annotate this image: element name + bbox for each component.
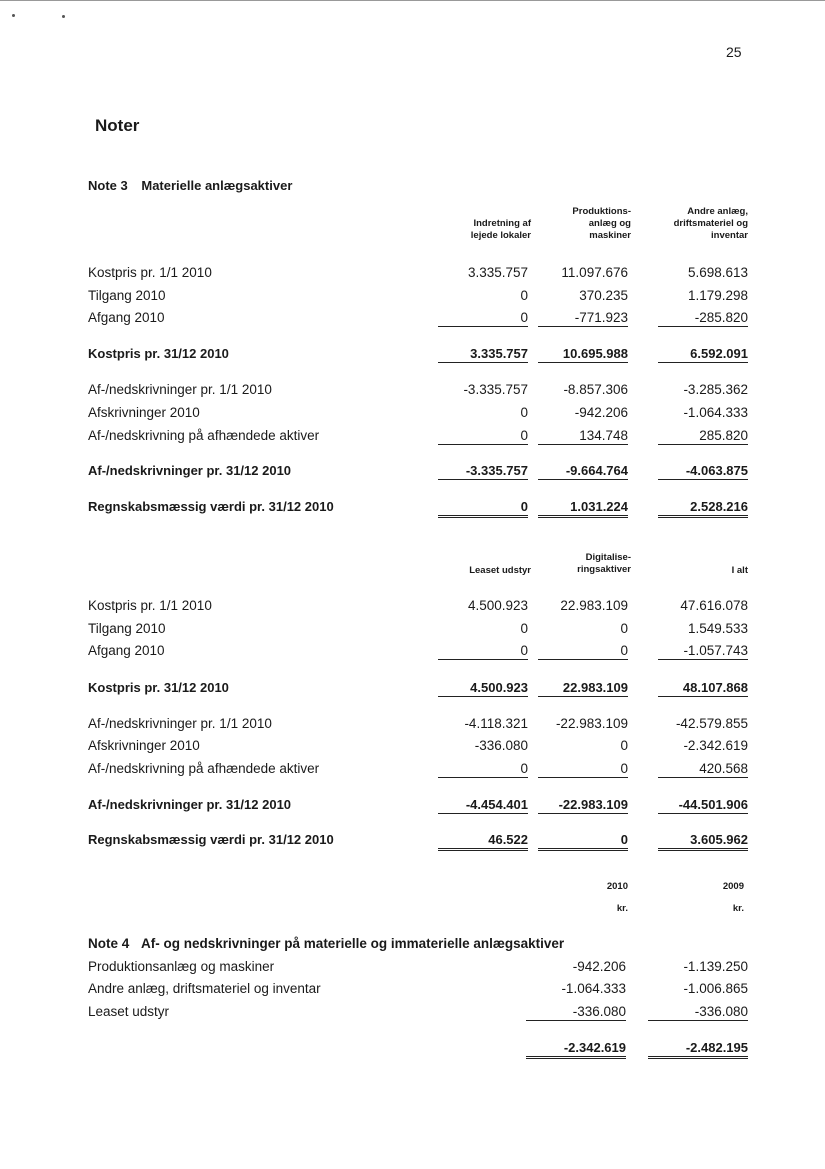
- table-cell: 1.549.533: [687, 621, 748, 636]
- note3-heading: [88, 178, 292, 193]
- table-cell: 3.605.962: [658, 832, 748, 851]
- table-cell: -44.501.906: [658, 797, 748, 814]
- table-row: [88, 981, 748, 1001]
- table-row: [88, 716, 748, 736]
- table-cell: 0: [620, 621, 628, 636]
- table-row: [88, 959, 748, 979]
- table-cell: 0: [438, 643, 528, 660]
- table-cell: -336.080: [526, 1004, 626, 1021]
- table-row: [88, 598, 748, 618]
- page-number: 25: [726, 44, 742, 60]
- table-row: [88, 499, 748, 519]
- table-row: [88, 428, 748, 448]
- page-title: Noter: [95, 116, 140, 135]
- row-label: Tilgang 2010: [88, 621, 166, 636]
- table-cell: 10.695.988: [538, 346, 628, 363]
- row-label: Af-/nedskrivning på afhændede aktiver: [88, 761, 320, 776]
- table-cell: 47.616.078: [680, 598, 748, 613]
- table-cell: 5.698.613: [687, 265, 748, 280]
- table-cell: -1.064.333: [561, 981, 626, 996]
- table-cell: 22.983.109: [538, 680, 628, 697]
- table-cell: -2.342.619: [683, 738, 748, 753]
- table-row: [88, 797, 748, 817]
- table-cell: 11.097.676: [561, 265, 628, 280]
- col-header-text: Produktions- anlæg og maskiner: [572, 206, 631, 241]
- table-row: [88, 761, 748, 781]
- table-cell: -1.064.333: [683, 405, 748, 420]
- table-row: [88, 265, 748, 285]
- scan-mark: [12, 14, 15, 17]
- table-cell: 370.235: [579, 288, 628, 303]
- page-top-edge: [0, 0, 825, 1]
- table-cell: 22.983.109: [560, 598, 628, 613]
- table-cell: 0: [438, 499, 528, 518]
- table-row: [88, 310, 748, 330]
- table-cell: 4.500.923: [467, 598, 528, 613]
- table-cell: 1.031.224: [538, 499, 628, 518]
- row-label: Afskrivninger 2010: [88, 405, 200, 420]
- row-label: Produktionsanlæg og maskiner: [88, 959, 275, 974]
- row-label: Af-/nedskrivninger pr. 1/1 2010: [88, 382, 272, 397]
- table-cell: -4.454.401: [438, 797, 528, 814]
- table-cell: -4.118.321: [464, 716, 528, 731]
- table-cell: 0: [520, 288, 528, 303]
- total-cell: -2.342.619: [526, 1040, 626, 1059]
- table-cell: 0: [520, 405, 528, 420]
- scan-mark: [62, 15, 65, 18]
- row-label: Af-/nedskrivninger pr. 31/12 2010: [88, 797, 292, 812]
- row-label: Regnskabsmæssig værdi pr. 31/12 2010: [88, 499, 334, 514]
- table-cell: 2.528.216: [658, 499, 748, 518]
- unit-header: kr.: [732, 903, 744, 914]
- table-cell: 1.179.298: [687, 288, 748, 303]
- table-row: [88, 346, 748, 366]
- table-cell: 0: [438, 428, 528, 445]
- table-cell: -22.983.109: [555, 716, 628, 731]
- table-row: [88, 405, 748, 425]
- table-cell: 0: [438, 310, 528, 327]
- row-label: Af-/nedskrivninger pr. 1/1 2010: [88, 716, 272, 731]
- col-header-text: Leaset udstyr: [469, 565, 531, 576]
- row-label: Regnskabsmæssig værdi pr. 31/12 2010: [88, 832, 334, 847]
- table-cell: 4.500.923: [438, 680, 528, 697]
- table-cell: 0: [520, 621, 528, 636]
- row-label: Afgang 2010: [88, 643, 165, 658]
- col-header: [608, 565, 748, 577]
- total-cell: -2.482.195: [648, 1040, 748, 1059]
- table-cell: -4.063.875: [658, 463, 748, 480]
- table-cell: 134.748: [538, 428, 628, 445]
- table-cell: 420.568: [658, 761, 748, 778]
- row-label: Af-/nedskrivning på afhændede aktiver: [88, 428, 320, 443]
- note3-title: Materielle anlægsaktiver: [141, 178, 293, 193]
- table-row: [88, 288, 748, 308]
- table-cell: -3.335.757: [463, 382, 528, 397]
- table-cell: -336.080: [474, 738, 528, 753]
- row-label: Af-/nedskrivninger pr. 31/12 2010: [88, 463, 292, 478]
- row-label: Andre anlæg, driftsmateriel og inventar: [88, 981, 321, 996]
- row-label: Kostpris pr. 31/12 2010: [88, 680, 229, 695]
- table-cell: 0: [538, 761, 628, 778]
- table-row: [88, 382, 748, 402]
- row-label: Kostpris pr. 31/12 2010: [88, 346, 229, 361]
- table-row: [88, 621, 748, 641]
- row-label: Kostpris pr. 1/1 2010: [88, 598, 212, 613]
- table-cell: -942.206: [574, 405, 628, 420]
- table-row: [88, 463, 748, 483]
- year-header: 2010: [606, 881, 628, 892]
- table-cell: 3.335.757: [467, 265, 528, 280]
- table-cell: -285.820: [658, 310, 748, 327]
- col-header-text: Andre anlæg, driftsmateriel og inventar: [673, 206, 748, 241]
- table-cell: 3.335.757: [438, 346, 528, 363]
- table-cell: 0: [438, 761, 528, 778]
- note3-number: Note 3: [88, 178, 128, 193]
- row-label: Afgang 2010: [88, 310, 165, 325]
- table-cell: -942.206: [572, 959, 626, 974]
- table-cell: 48.107.868: [658, 680, 748, 697]
- table-row: [88, 1004, 748, 1024]
- table-cell: -42.579.855: [675, 716, 748, 731]
- table-cell: -1.139.250: [683, 959, 748, 974]
- table-cell: 46.522: [438, 832, 528, 851]
- table-cell: 0: [538, 643, 628, 660]
- table-cell: -9.664.764: [538, 463, 628, 480]
- note4-heading: [88, 936, 564, 951]
- table-cell: -8.857.306: [563, 382, 628, 397]
- table-cell: -22.983.109: [538, 797, 628, 814]
- note4-number: Note 4: [88, 936, 130, 951]
- total-row: [88, 1040, 748, 1060]
- table-cell: 6.592.091: [658, 346, 748, 363]
- table-row: [88, 738, 748, 758]
- unit-header: kr.: [616, 903, 628, 914]
- table-cell: 285.820: [658, 428, 748, 445]
- table-cell: -1.057.743: [658, 643, 748, 660]
- row-label: Leaset udstyr: [88, 1004, 170, 1019]
- table-row: [88, 832, 748, 852]
- col-header: [608, 206, 748, 242]
- col-header-text: Indretning af lejede lokaler: [470, 218, 531, 241]
- col-header-text: I alt: [731, 565, 748, 576]
- table-cell: -1.006.865: [683, 981, 748, 996]
- table-cell: -3.285.362: [683, 382, 748, 397]
- row-label: Tilgang 2010: [88, 288, 166, 303]
- row-label: Afskrivninger 2010: [88, 738, 200, 753]
- col-header-text: Digitalise- ringsaktiver: [577, 552, 631, 575]
- table-cell: -336.080: [648, 1004, 748, 1021]
- year-header: 2009: [722, 881, 744, 892]
- row-label: Kostpris pr. 1/1 2010: [88, 265, 212, 280]
- table-row: [88, 680, 748, 700]
- note4-title: Af- og nedskrivninger på materielle og immaterielle anlægsaktiver: [141, 936, 565, 951]
- table-cell: -771.923: [538, 310, 628, 327]
- table-cell: 0: [620, 738, 628, 753]
- table-cell: 0: [538, 832, 628, 851]
- table-cell: -3.335.757: [438, 463, 528, 480]
- table-row: [88, 643, 748, 663]
